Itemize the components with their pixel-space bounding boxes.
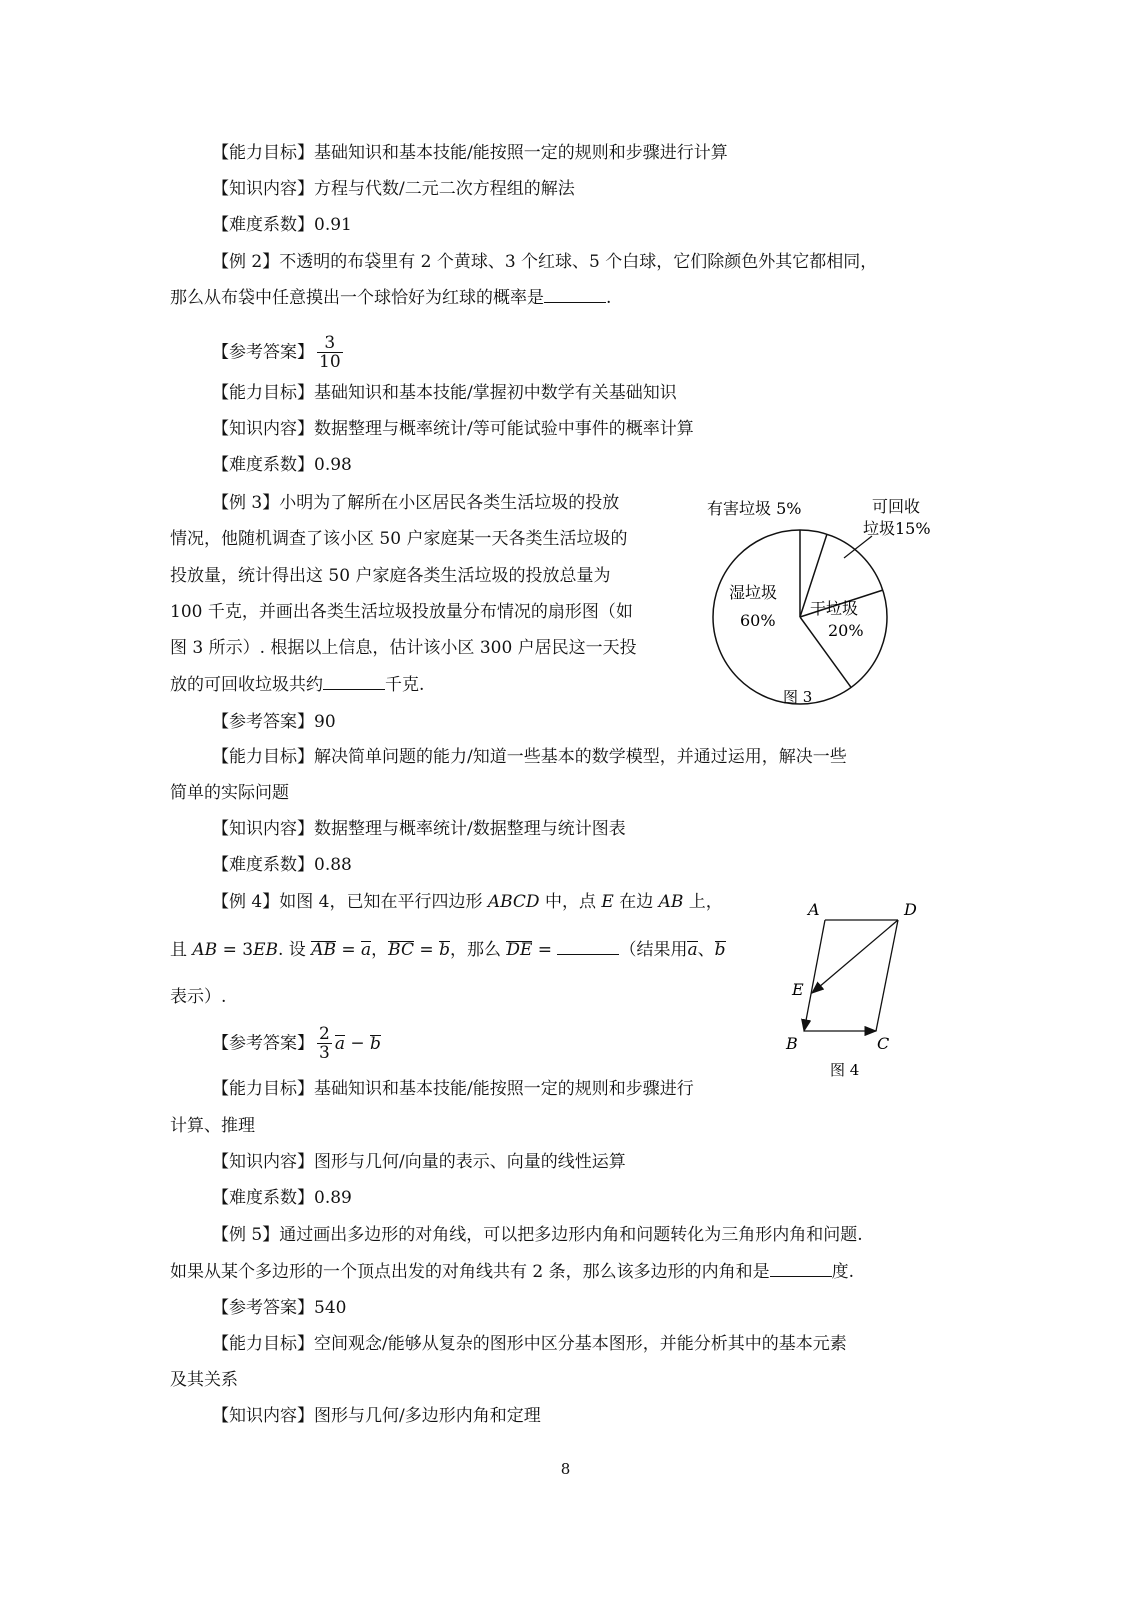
example-4-answer: 【参考答案】 $\frac{2}{3}$ a − b bbox=[212, 1024, 381, 1063]
example-3-line-1: 【例 3】小明为了解所在小区居民各类生活垃圾的投放 bbox=[212, 493, 620, 513]
ability-goal: 【能力目标】基础知识和基本技能/能按照一定的规则和步骤进行计算 bbox=[212, 143, 728, 163]
page-number: 8 bbox=[560, 1460, 571, 1478]
difficulty: 【难度系数】0.89 bbox=[212, 1188, 352, 1208]
ability-goal-cont: 计算、推理 bbox=[170, 1116, 255, 1136]
leader-line bbox=[844, 536, 872, 558]
ability-goal-cont: 及其关系 bbox=[170, 1370, 238, 1390]
answer-blank bbox=[557, 938, 619, 955]
knowledge-content: 【知识内容】图形与几何/多边形内角和定理 bbox=[212, 1406, 541, 1426]
example-4-line-2: 且 AB = 3EB. 设 AB = a，BC = b，那么 DE = （结果用a、b bbox=[170, 940, 726, 960]
example-3-answer: 【参考答案】90 bbox=[212, 712, 336, 732]
ability-goal: 【能力目标】空间观念/能够从复杂的图形中区分基本图形，并能分析其中的基本元素 bbox=[212, 1334, 847, 1354]
knowledge-content: 【知识内容】数据整理与概率统计/等可能试验中事件的概率计算 bbox=[212, 419, 694, 439]
pie-chart bbox=[700, 490, 950, 705]
point-b-label: B bbox=[786, 1034, 798, 1053]
example-5-line-1: 【例 5】通过画出多边形的对角线，可以把多边形内角和问题转化为三角形内角和问题. bbox=[212, 1225, 863, 1245]
answer-blank bbox=[770, 1260, 832, 1277]
label-recyclable-2: 垃圾15% bbox=[863, 519, 931, 538]
example-3-line-2: 情况，他随机调查了该小区 50 户家庭某一天各类生活垃圾的 bbox=[170, 529, 628, 549]
label-recyclable-1: 可回收 bbox=[872, 497, 921, 516]
example-4-line-3: 表示）. bbox=[170, 987, 227, 1007]
difficulty: 【难度系数】0.88 bbox=[212, 855, 352, 875]
knowledge-content: 【知识内容】图形与几何/向量的表示、向量的线性运算 bbox=[212, 1152, 626, 1172]
knowledge-content: 【知识内容】方程与代数/二元二次方程组的解法 bbox=[212, 179, 575, 199]
knowledge-content: 【知识内容】数据整理与概率统计/数据整理与统计图表 bbox=[212, 819, 626, 839]
parallelogram-figure bbox=[780, 895, 940, 1085]
example-3-line-3: 投放量，统计得出这 50 户家庭各类生活垃圾的投放总量为 bbox=[170, 566, 611, 586]
answer-blank bbox=[323, 673, 385, 690]
example-4-line-1: 【例 4】如图 4，已知在平行四边形 ABCD 中，点 E 在边 AB 上， bbox=[212, 892, 723, 912]
figure-caption: 图 3 bbox=[783, 688, 813, 705]
answer-blank bbox=[544, 286, 606, 303]
example-3-line-6: 放的可回收垃圾共约 千克. bbox=[170, 675, 425, 695]
ability-goal: 【能力目标】基础知识和基本技能/能按照一定的规则和步骤进行 bbox=[212, 1079, 694, 1099]
example-2-answer: 【参考答案】 $\frac{3}{10}$ bbox=[212, 333, 341, 372]
ability-goal-cont: 简单的实际问题 bbox=[170, 783, 289, 803]
example-2-line-2: 那么从布袋中任意摸出一个球恰好为红球的概率是 . bbox=[170, 288, 612, 308]
label-dry-2: 20% bbox=[828, 621, 864, 640]
point-a-label: A bbox=[808, 900, 820, 919]
difficulty: 【难度系数】0.98 bbox=[212, 455, 352, 475]
example-2-line-1: 【例 2】不透明的布袋里有 2 个黄球、3 个红球、5 个白球，它们除颜色外其它都相同， bbox=[212, 252, 878, 272]
ability-goal: 【能力目标】解决简单问题的能力/知道一些基本的数学模型，并通过运用，解决一些 bbox=[212, 747, 847, 767]
example-5-answer: 【参考答案】540 bbox=[212, 1298, 347, 1318]
point-c-label: C bbox=[877, 1034, 890, 1053]
answer-fraction: $\frac{3}{10}$ bbox=[319, 333, 341, 372]
example-5-line-2: 如果从某个多边形的一个顶点出发的对角线共有 2 条，那么该多边形的内角和是 度. bbox=[170, 1262, 855, 1282]
label-wet-2: 60% bbox=[740, 611, 776, 630]
label-wet-1: 湿垃圾 bbox=[729, 583, 778, 602]
vector-ab bbox=[804, 920, 825, 1031]
label-harmful: 有害垃圾 5% bbox=[707, 499, 802, 518]
label-dry-1: 干垃圾 bbox=[810, 599, 859, 618]
ability-goal: 【能力目标】基础知识和基本技能/掌握初中数学有关基础知识 bbox=[212, 383, 677, 403]
example-3-line-4: 100 千克，并画出各类生活垃圾投放量分布情况的扇形图（如 bbox=[170, 602, 633, 622]
figure-caption: 图 4 bbox=[830, 1061, 860, 1079]
difficulty: 【难度系数】0.91 bbox=[212, 215, 352, 235]
point-e-label: E bbox=[792, 980, 804, 999]
point-d-label: D bbox=[904, 900, 917, 919]
answer-fraction: $\frac{2}{3}$ bbox=[319, 1024, 330, 1063]
example-3-line-5: 图 3 所示）. 根据以上信息，估计该小区 300 户居民这一天投 bbox=[170, 638, 637, 658]
